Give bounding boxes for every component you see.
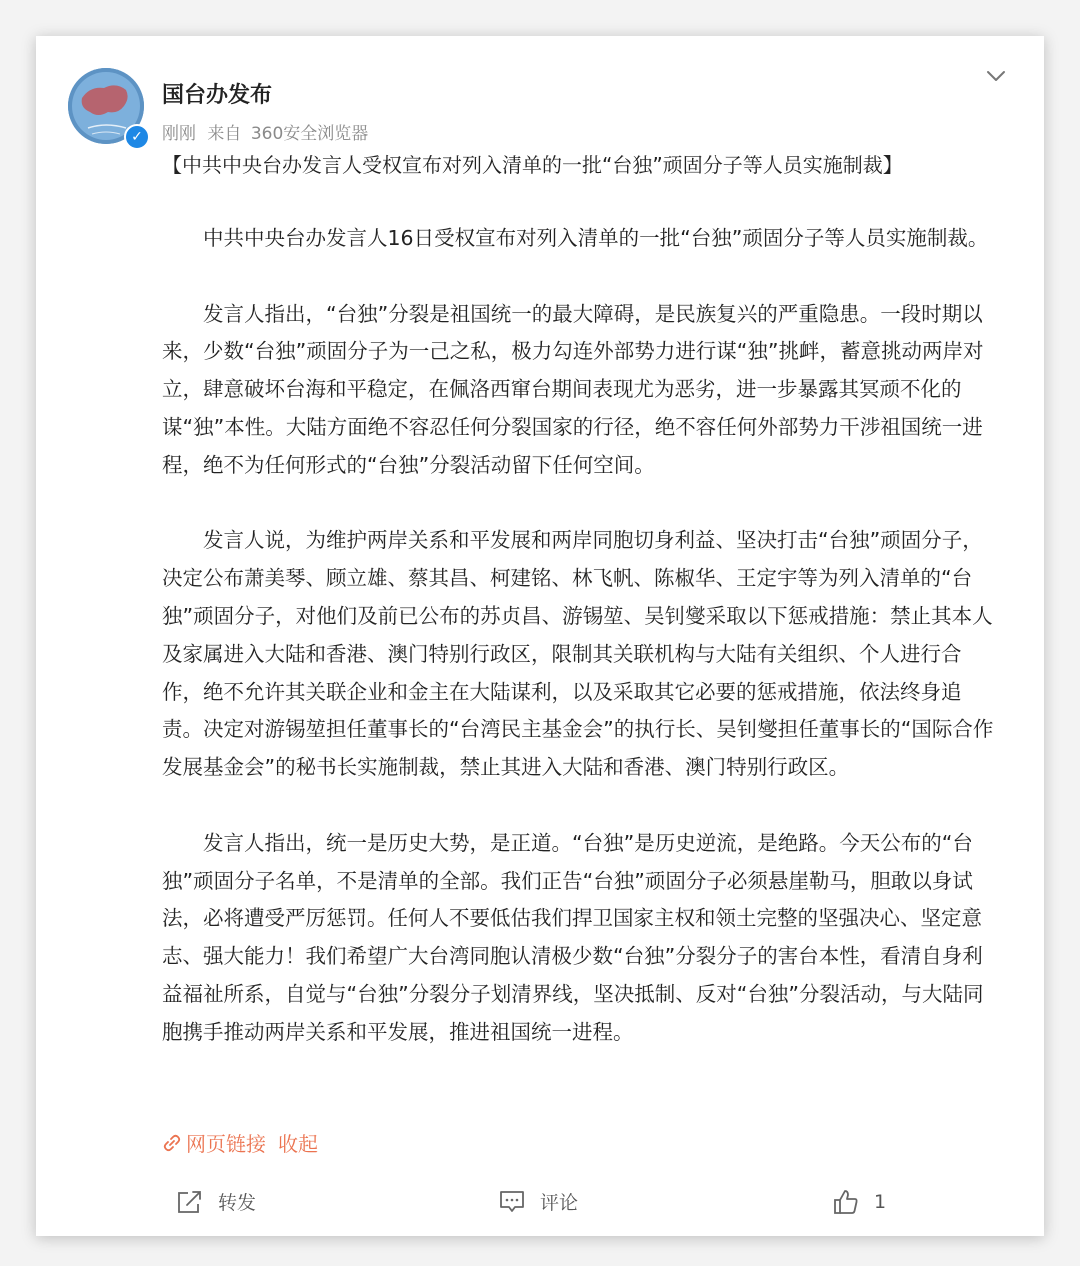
- chevron-down-icon[interactable]: [984, 64, 1008, 88]
- like-button[interactable]: [832, 1188, 886, 1216]
- post-headline: 【中共中央台办发言人受权宣布对列入清单的一批“台独”顽固分子等人员实施制裁】: [162, 153, 903, 177]
- post-paragraph: 发言人指出，“台独”分裂是祖国统一的最大障碍，是民族复兴的严重隐患。一段时期以来，少数“台独”顽固分子为一己之私，极力勾连外部势力进行谋“独”挑衅，蓄意挑动两岸对立，肆意破坏台海和平稳定，在佩洛西窜台期间表现尤为恶劣，进一步暴露其冥顽不化的谋“独”本性。大陆方面绝不容忍任何分裂国家的行径，绝不容任何外部势力干涉祖国统一进程，绝不为任何形式的“台独”分裂活动留下任何空间。: [162, 301, 984, 477]
- weibo-post-card: [36, 36, 1044, 1236]
- comment-icon: [498, 1189, 526, 1215]
- comment-button[interactable]: [498, 1188, 578, 1215]
- repost-icon: [176, 1189, 204, 1215]
- post-source: 360安全浏览器: [250, 124, 369, 144]
- source-prefix: 来自: [207, 124, 242, 144]
- post-meta: [162, 119, 368, 144]
- like-icon: [832, 1188, 860, 1216]
- repost-label: 转发: [218, 1192, 257, 1214]
- post-paragraph: 中共中央台办发言人16日受权宣布对列入清单的一批“台独”顽固分子等人员实施制裁。: [203, 226, 989, 250]
- author-name[interactable]: 国台办发布: [162, 83, 273, 108]
- post-body: [162, 220, 1000, 1089]
- like-count: 1: [874, 1191, 887, 1213]
- link-row: [162, 1128, 318, 1157]
- post-time[interactable]: 刚刚: [162, 124, 196, 144]
- link-icon: [162, 1133, 182, 1153]
- web-link[interactable]: 网页链接: [186, 1132, 266, 1156]
- action-bar: [36, 1188, 1044, 1228]
- collapse-link[interactable]: 收起: [278, 1132, 318, 1156]
- comment-label: 评论: [540, 1192, 579, 1214]
- repost-button[interactable]: [176, 1188, 256, 1215]
- post-paragraph: 发言人说，为维护两岸关系和平发展和两岸同胞切身利益、坚决打击“台独”顽固分子，决定公布萧美琴、顾立雄、蔡其昌、柯建铭、林飞帆、陈椒华、王定宇等为列入清单的“台独”顽固分子，对他们及前已公布的苏贞昌、游锡堃、吴钊燮采取以下惩戒措施：禁止其本人及家属进入大陆和香港、澳门特别行政区，限制其关联机构与大陆有关组织、个人进行合作，绝不允许其关联企业和金主在大陆谋利，以及采取其它必要的惩戒措施，依法终身追责。决定对游锡堃担任董事长的“台湾民主基金会”的执行长、吴钊燮担任董事长的“国际合作发展基金会”的秘书长实施制裁，禁止其进入大陆和香港、澳门特别行政区。: [162, 528, 994, 780]
- verified-icon: ✓: [124, 124, 150, 150]
- post-paragraph: 发言人指出，统一是历史大势，是正道。“台独”是历史逆流，是绝路。今天公布的“台独”顽固分子名单，不是清单的全部。我们正告“台独”顽固分子必须悬崖勒马，胆敢以身试法，必将遭受严厉惩罚。任何人不要低估我们捍卫国家主权和领土完整的坚强决心、坚定意志、强大能力！我们希望广大台湾同胞认清极少数“台独”分裂分子的害台本性，看清自身利益福祉所系，自觉与“台独”分裂分子划清界线，坚决抵制、反对“台独”分裂活动，与大陆同胞携手推动两岸关系和平发展，推进祖国统一进程。: [162, 830, 984, 1044]
